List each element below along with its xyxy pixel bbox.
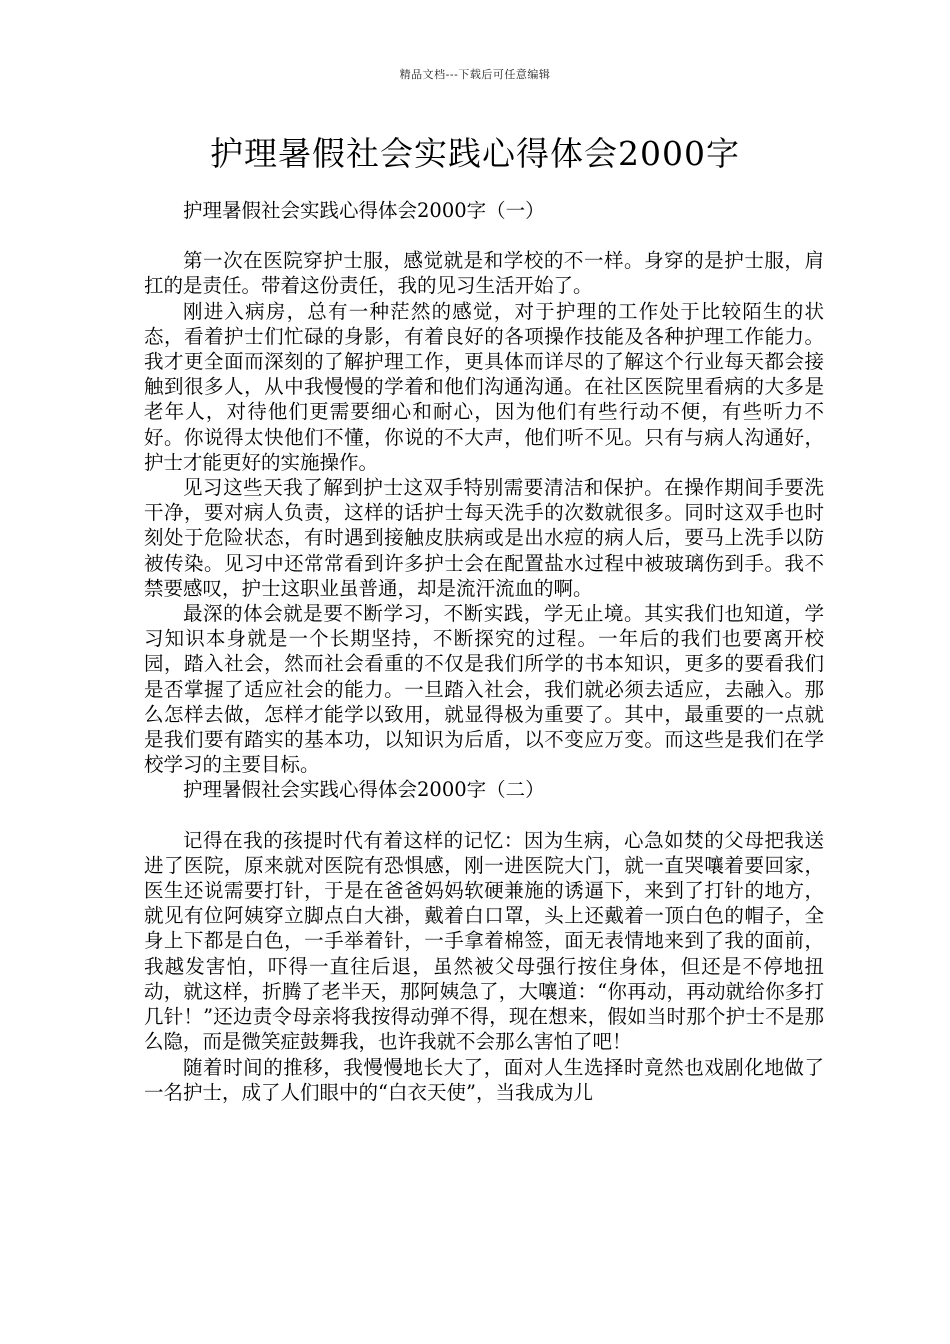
header-note: 精品文档---下载后可任意编辑 <box>399 68 551 81</box>
paragraph: 随着时间的推移，我慢慢地长大了，面对人生选择时竟然也戏剧化地做了一名护士，成了人们眼中的“白衣天使”，当我成为儿 <box>144 1055 824 1104</box>
paragraph: 记得在我的孩提时代有着这样的记忆：因为生病，心急如焚的父母把我送进了医院，原来就对医院有恐惧感，刚一进医院大门，就一直哭嚷着要回家，医生还说需要打针，于是在爸爸妈妈软硬兼施的诱逼下，来到了打针的地方，就见有位阿姨穿立脚点白大褂，戴着白口罩，头上还戴着一顶白色的帽子，全身上下都是白色，一手举着针，一手拿着棉签，面无表情地来到了我的面前，我越发害怕，吓得一直往后退，虽然被父母强行按住身体，但还是不停地扭动，就这样，折腾了老半天，那阿姨急了，大嚷道：“你再动，再动就给你多打几针！”还边责令母亲将我按得动弹不得，现在想来，假如当时那个护士不是那么隐，而是微笑症鼓舞我，也许我就不会那么害怕了吧！ <box>144 828 824 1054</box>
section-heading: 护理暑假社会实践心得体会2000字（一） <box>183 199 545 222</box>
paragraph: 见习这些天我了解到护士这双手特别需要清洁和保护。在操作期间手要洗干净，要对病人负责，这样的话护士每天洗手的次数就很多。同时这双手也时刻处于危险状态，有时遇到接触皮肤病或是出水痘的病人后，要马上洗手以防被传染。见习中还常常看到许多护士会在配置盐水过程中被玻璃伤到手。我不禁要感叹，护士这职业虽普通，却是流汗流血的啊。 <box>144 476 824 600</box>
document-body <box>144 198 824 1105</box>
document-title: 护理暑假社会实践心得体会2000字 <box>210 134 740 173</box>
paragraph: 第一次在医院穿护士服，感觉就是和学校的不一样。身穿的是护士服，肩扛的是责任。带着这份责任，我的见习生活开始了。 <box>144 249 824 298</box>
paragraph: 最深的体会就是要不断学习，不断实践，学无止境。其实我们也知道，学习知识本身就是一个长期坚持，不断探究的过程。一年后的我们也要离开校园，踏入社会，然而社会看重的不仅是我们所学的书本知识，更多的要看我们是否掌握了适应社会的能力。一旦踏入社会，我们就必须去适应，去融入。那么怎样去做，怎样才能学以致用，就显得极为重要了。其中，最重要的一点就是我们要有踏实的基本功，以知识为后盾，以不变应万变。而这些是我们在学校学习的主要目标。 <box>144 602 824 777</box>
section-heading: 护理暑假社会实践心得体会2000字（二） <box>183 778 545 802</box>
paragraph: 刚进入病房，总有一种茫然的感觉，对于护理的工作处于比较陌生的状态，看着护士们忙碌的身影，有着良好的各项操作技能及各种护理工作能力。我才更全面而深刻的了解护理工作，更具体而详尽的了解这个行业每天都会接触到很多人，从中我慢慢的学着和他们沟通沟通。在社区医院里看病的大多是老年人，对待他们更需要细心和耐心，因为他们有些行动不便，有些听力不好。你说得太快他们不懂，你说的不大声，他们听不见。只有与病人沟通好，护士才能更好的实施操作。 <box>144 299 824 474</box>
